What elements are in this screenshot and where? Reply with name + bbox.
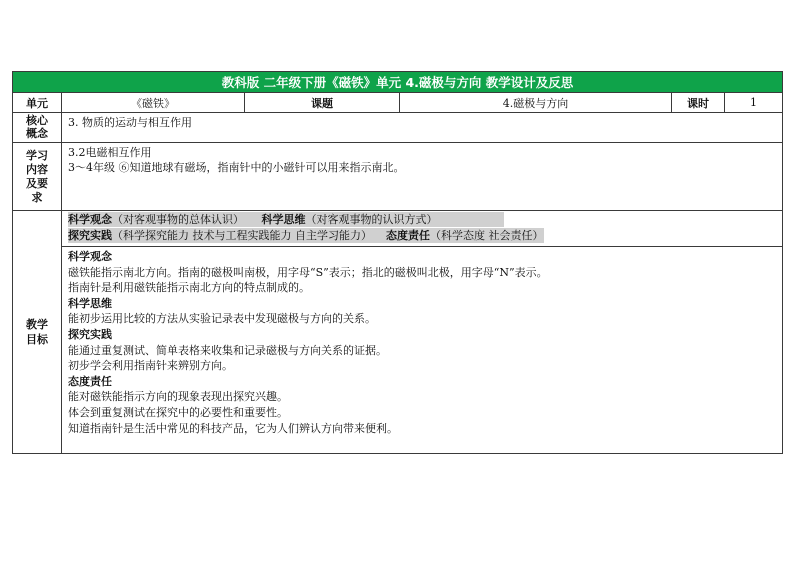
- goal-line: 能初步运用比较的方法从实验记录表中发现磁极与方向的关系。: [68, 312, 376, 326]
- requirements-row: [13, 143, 783, 211]
- lesson-plan-document: [12, 71, 782, 454]
- goal-spacer: [68, 436, 776, 451]
- unit-label: 单元: [13, 93, 62, 113]
- document-title: 教科版 二年级下册《磁铁》单元 4.磁极与方向 教学设计及反思: [13, 72, 783, 93]
- requirements-content: [62, 143, 783, 211]
- goals-summary: [62, 211, 782, 246]
- lesson-plan-table: [12, 71, 783, 454]
- goals-details: [62, 246, 782, 453]
- goals-summary-line-1: [68, 212, 776, 228]
- summary-concept: 科学观念（对客观事物的总体认识） 科学思维（对客观事物的认识方式）: [68, 212, 504, 227]
- goals-summary-line-2: [68, 228, 776, 244]
- unit-value: 《磁铁》: [62, 93, 245, 113]
- core-concept-value: 3. 物质的运动与相互作用: [62, 113, 783, 143]
- period-label: 课时: [672, 93, 725, 113]
- core-concept-row: [13, 113, 783, 143]
- goals-label: 教学目标: [13, 211, 62, 454]
- goal-line: 知道指南针是生活中常见的科技产品，它为人们辨认方向带来便利。: [68, 421, 398, 435]
- goals-content: [62, 211, 783, 454]
- goal-line: 体会到重复测试在探究中的必要性和重要性。: [68, 405, 288, 419]
- requirements-line-1: 3.2电磁相互作用: [68, 146, 152, 159]
- goal-line: 能通过重复测试、简单表格来收集和记录磁极与方向关系的证据。: [68, 343, 387, 357]
- goals-row: [13, 211, 783, 454]
- core-concept-label: 核心概念: [13, 113, 62, 143]
- requirements-label: 学习内容及要求: [13, 143, 62, 211]
- header-row: [13, 93, 783, 113]
- title-row: [13, 72, 783, 93]
- goal-line: 磁铁能指示南北方向。指南的磁极叫南极，用字母“S”表示；指北的磁极叫北极，用字母“N”表示。: [68, 265, 548, 279]
- goal-section-head: 态度责任: [68, 374, 112, 388]
- goal-section-head: 探究实践: [68, 327, 112, 341]
- goal-line: 初步学会利用指南针来辨别方向。: [68, 359, 233, 373]
- summary-practice: 探究实践（科学探究能力 技术与工程实践能力 自主学习能力） 态度责任（科学态度 社会责任）: [68, 229, 544, 242]
- period-value: 1: [725, 93, 783, 113]
- goal-section-head: 科学观念: [68, 250, 112, 263]
- goal-section-head: 科学思维: [68, 296, 112, 310]
- topic-value: 4.磁极与方向: [400, 93, 672, 113]
- requirements-line-2: 3～4年级 ⑥知道地球有磁场，指南针中的小磁针可以用来指示南北。: [68, 160, 405, 174]
- topic-label: 课题: [245, 93, 400, 113]
- goal-line: 指南针是利用磁铁能指示南北方向的特点制成的。: [68, 281, 310, 295]
- goal-line: 能对磁铁能指示方向的现象表现出探究兴趣。: [68, 390, 288, 404]
